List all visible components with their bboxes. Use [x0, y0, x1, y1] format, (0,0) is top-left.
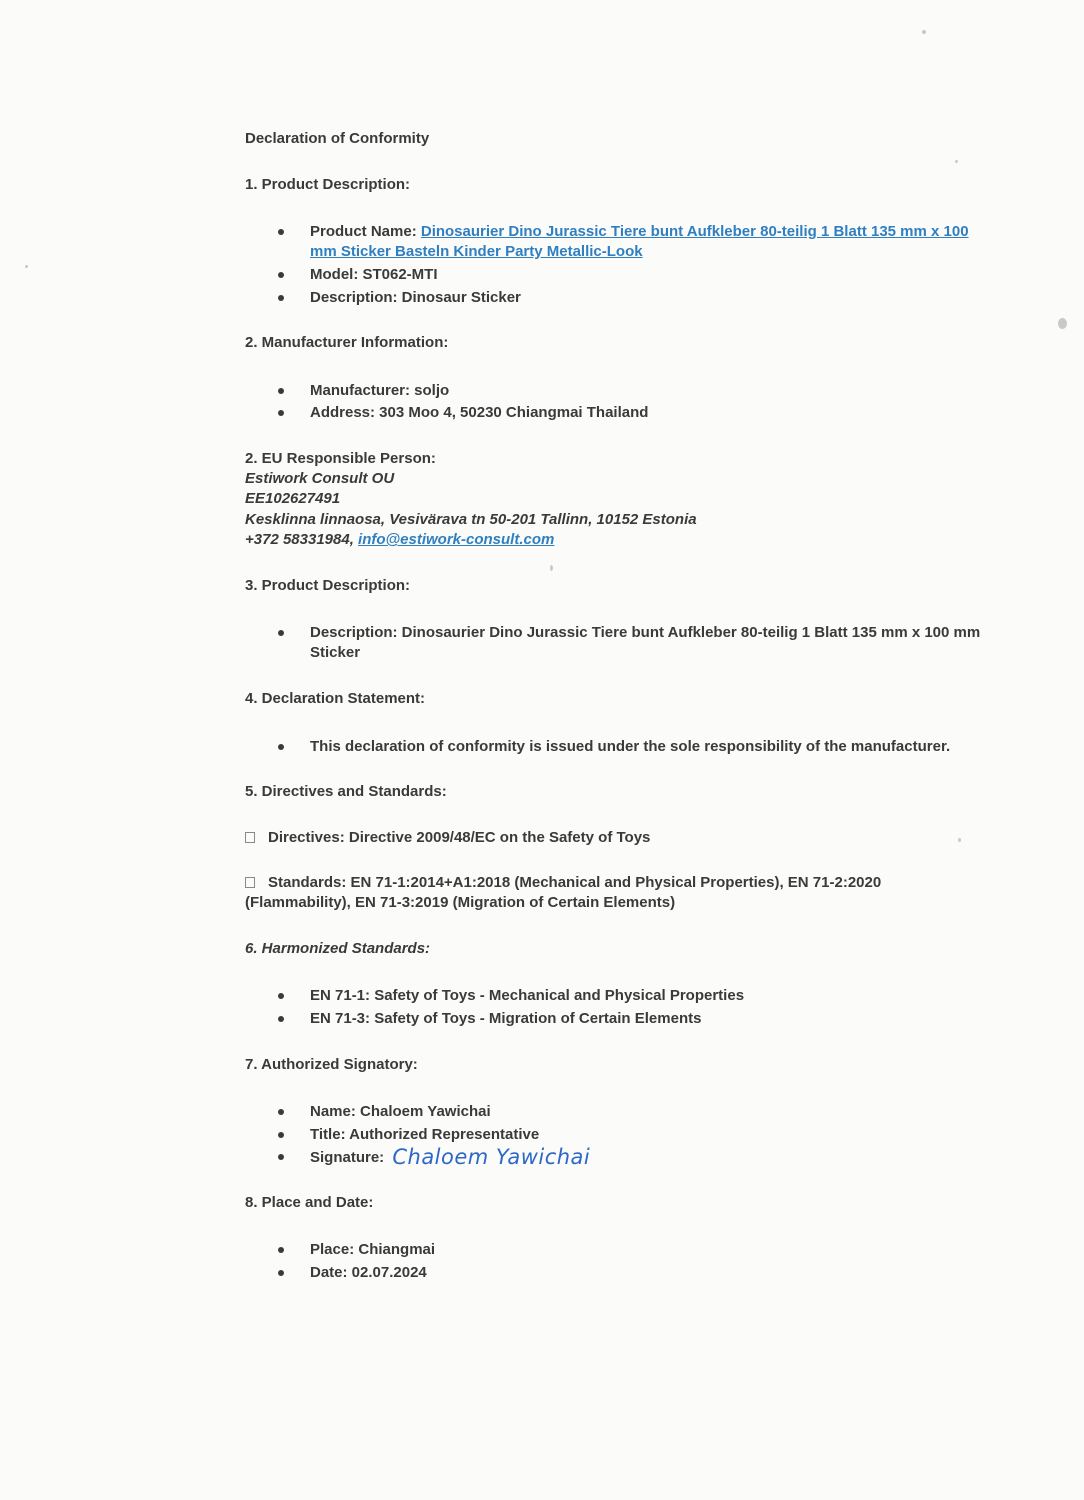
- model-item: Model: ST062-MTI: [310, 266, 438, 283]
- bullet-icon: [278, 272, 284, 278]
- eu-person-heading: 2. EU Responsible Person:: [245, 450, 436, 467]
- scan-speck: [1058, 318, 1067, 329]
- directives-item: [245, 828, 650, 848]
- standards-text: Standards: EN 71-1:2014+A1:2018 (Mechanical and Physical Properties), EN 71-2:2020: [268, 874, 882, 891]
- section-8-heading: 8. Place and Date:: [245, 1194, 374, 1211]
- bullet-icon: [278, 388, 284, 394]
- section-3-heading: 3. Product Description:: [245, 577, 411, 594]
- checkbox-icon: [245, 877, 255, 888]
- product-name-item: [310, 222, 969, 242]
- eu-id: EE102627491: [245, 490, 341, 507]
- bullet-icon: [278, 630, 284, 636]
- directives-text: Directives: Directive 2009/48/EC on the Safety of Toys: [268, 829, 651, 846]
- signatory-name: Name: Chaloem Yawichai: [310, 1103, 491, 1120]
- section-2-heading: 2. Manufacturer Information:: [245, 334, 449, 351]
- product-name-link-cont[interactable]: mm Sticker Basteln Kinder Party Metallic-Look: [310, 243, 643, 260]
- bullet-icon: [278, 229, 284, 235]
- eu-address: Kesklinna linnaosa, Vesivärava tn 50-201 Tallinn, 10152 Estonia: [245, 511, 697, 528]
- harmonized-item-1: EN 71-1: Safety of Toys - Mechanical and Physical Properties: [310, 987, 745, 1004]
- product-name-link[interactable]: Dinosaurier Dino Jurassic Tiere bunt Aufkleber 80-teilig 1 Blatt 135 mm x 100: [420, 223, 969, 240]
- eu-email-link[interactable]: info@estiwork-consult.com: [358, 531, 555, 548]
- bullet-icon: [278, 1109, 284, 1115]
- section-1-heading: 1. Product Description:: [245, 176, 411, 193]
- section-3-description: Description: Dinosaurier Dino Jurassic Tiere bunt Aufkleber 80-teilig 1 Blatt 135 mm x 100 mm: [310, 624, 981, 641]
- bullet-icon: [278, 1154, 284, 1160]
- document-title: Declaration of Conformity: [245, 130, 430, 147]
- section-4-heading: 4. Declaration Statement:: [245, 690, 426, 707]
- section-6-heading: 6. Harmonized Standards:: [245, 940, 431, 957]
- checkbox-icon: [245, 832, 255, 843]
- scan-speck: [922, 30, 926, 34]
- harmonized-item-2: EN 71-3: Safety of Toys - Migration of Certain Elements: [310, 1010, 702, 1027]
- section-5-heading: 5. Directives and Standards:: [245, 783, 447, 800]
- declaration-statement: This declaration of conformity is issued under the sole responsibility of the manufacturer.: [310, 738, 951, 755]
- bullet-icon: [278, 1016, 284, 1022]
- signature-label: Signature:: [310, 1149, 389, 1166]
- bullet-icon: [278, 993, 284, 999]
- bullet-icon: [278, 1270, 284, 1276]
- address-item: Address: 303 Moo 4, 50230 Chiangmai Thailand: [310, 404, 649, 421]
- description-item: Description: Dinosaur Sticker: [310, 289, 521, 306]
- bullet-icon: [278, 744, 284, 750]
- scan-speck: [25, 265, 28, 268]
- eu-company: Estiwork Consult OU: [245, 470, 395, 487]
- signatory-title: Title: Authorized Representative: [310, 1126, 540, 1143]
- eu-phone: +372 58331984,: [245, 531, 359, 548]
- standards-item: [245, 873, 881, 893]
- scan-speck: [550, 565, 553, 571]
- standards-item-cont: (Flammability), EN 71-3:2019 (Migration of Certain Elements): [245, 894, 676, 911]
- bullet-icon: [278, 410, 284, 416]
- product-name-item-cont: [310, 242, 643, 262]
- bullet-icon: [278, 1132, 284, 1138]
- scan-speck: [958, 838, 961, 842]
- signatory-signature-item: [310, 1147, 590, 1168]
- section-3-description-cont: Sticker: [310, 644, 361, 661]
- date-item: Date: 02.07.2024: [310, 1264, 427, 1281]
- scan-speck: [955, 160, 958, 163]
- eu-contact: [245, 530, 554, 550]
- handwritten-signature: Chaloem Yawichai: [392, 1145, 591, 1169]
- bullet-icon: [278, 295, 284, 301]
- product-name-label: Product Name:: [310, 223, 421, 240]
- manufacturer-item: Manufacturer: soljo: [310, 382, 450, 399]
- bullet-icon: [278, 1247, 284, 1253]
- place-item: Place: Chiangmai: [310, 1241, 436, 1258]
- section-7-heading: 7. Authorized Signatory:: [245, 1056, 418, 1073]
